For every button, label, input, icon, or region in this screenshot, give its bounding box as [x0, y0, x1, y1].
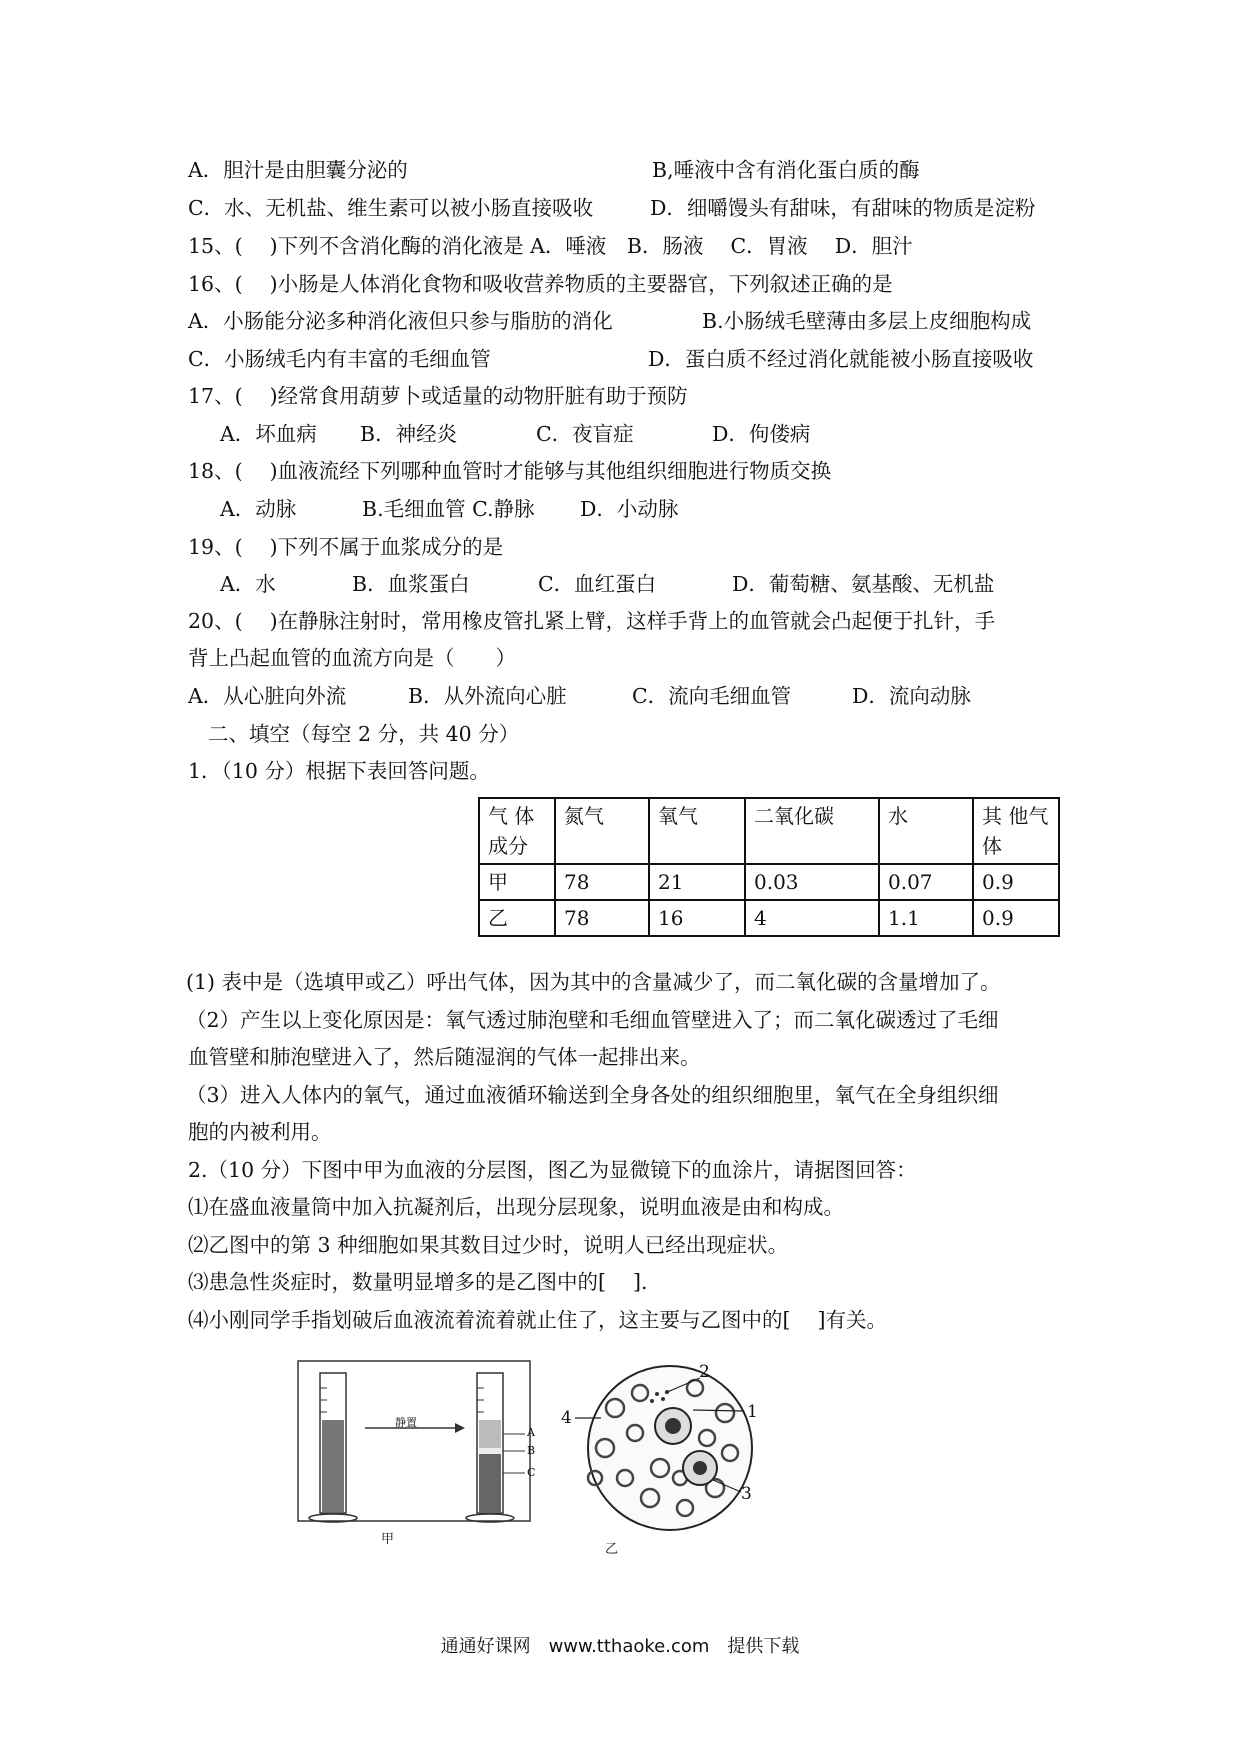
q20-option-c: C．流向毛细血管	[632, 684, 792, 708]
fill1-q3-line2: 胞的内被利用。	[188, 1120, 332, 1144]
table-cell: 1.1	[879, 900, 973, 936]
fill2-q3: ⑶患急性炎症时，数量明显增多的是乙图中的[ ].	[188, 1270, 648, 1294]
q16-option-a: A．小肠能分泌多种消化液但只参与脂肪的消化	[188, 309, 613, 333]
q18-option-a: A．动脉	[220, 497, 297, 521]
layer-label-c: C	[527, 1466, 536, 1479]
fill2-q4: ⑷小刚同学手指划破后血液流着流着就止住了，这主要与乙图中的[ ]有关。	[188, 1308, 888, 1332]
cell-label-4: 4	[561, 1408, 572, 1428]
fill1-intro: 1．（10 分）根据下表回答问题。	[188, 759, 490, 783]
blood-figure	[295, 1358, 955, 1558]
figure-jia-label: 甲	[381, 1532, 395, 1547]
q16-option-b: B.小肠绒毛壁薄由多层上皮细胞构成	[702, 309, 1032, 333]
table-cell: 甲	[479, 864, 555, 900]
q19-option-c: C．血红蛋白	[538, 572, 657, 596]
q18-option-d: D．小动脉	[580, 497, 679, 521]
table-cell: 78	[555, 864, 649, 900]
q17-option-c: C．夜盲症	[536, 422, 634, 446]
fill1-q2-line2: 血管壁和肺泡壁进入了，然后随湿润的气体一起排出来。	[188, 1045, 701, 1069]
q14-option-d: D．细嚼馒头有甜味，有甜味的物质是淀粉	[650, 196, 1036, 220]
q19-option-b: B．血浆蛋白	[352, 572, 470, 596]
cell-label-2: 2	[699, 1362, 710, 1382]
q18-stem: 18、( )血液流经下列哪种血管时才能够与其他组织细胞进行物质交换	[188, 459, 832, 483]
q16-option-c: C．小肠绒毛内有丰富的毛细血管	[188, 347, 491, 371]
table-header-cell: 氧气	[649, 798, 745, 864]
q20-option-b: B．从外流向心脏	[408, 684, 567, 708]
q14-option-c: C．水、无机盐、维生素可以被小肠直接吸收	[188, 196, 594, 220]
q19-option-d: D．葡萄糖、氨基酸、无机盐	[732, 572, 995, 596]
q17-option-d: D．佝偻病	[712, 422, 811, 446]
q19-stem: 19、( )下列不属于血浆成分的是	[188, 535, 504, 559]
q18-option-bc: B.毛细血管 C.静脉	[362, 497, 535, 521]
q17-option-a: A．坏血病	[220, 422, 317, 446]
q20-option-d: D．流向动脉	[852, 684, 971, 708]
q20-stem-2: 背上凸起血管的血流方向是（ ）	[188, 646, 516, 670]
table-cell: 0.07	[879, 864, 973, 900]
q20-stem-1: 20、( )在静脉注射时，常用橡皮管扎紧上臂，这样手背上的血管就会凸起便于扎针，手	[188, 609, 996, 633]
q19-option-a: A．水	[220, 572, 276, 596]
table-cell: 乙	[479, 900, 555, 936]
table-cell: 0.03	[745, 864, 879, 900]
layer-label-b: B	[527, 1444, 536, 1457]
table-cell: 16	[649, 900, 745, 936]
table-row	[479, 900, 1059, 936]
arrow-label: 静置	[395, 1416, 417, 1429]
cell-label-3: 3	[741, 1484, 752, 1504]
q15: 15、( )下列不含消化酶的消化液是 A．唾液 B．肠液 C．胃液 D．胆汁	[188, 234, 913, 258]
q17-option-b: B．神经炎	[360, 422, 458, 446]
table-cell: 4	[745, 900, 879, 936]
table-row	[479, 864, 1059, 900]
gas-composition-table	[478, 797, 1060, 937]
table-header-cell: 气 体成分	[479, 798, 555, 864]
q17-stem: 17、( )经常食用葫萝卜或适量的动物肝脏有助于预防	[188, 384, 688, 408]
fill2-q1: ⑴在盛血液量筒中加入抗凝剂后，出现分层现象，说明血液是由和构成。	[188, 1195, 844, 1219]
fill2-intro: 2.（10 分）下图中甲为血液的分层图，图乙为显微镜下的血涂片，请据图回答：	[188, 1158, 917, 1182]
table-header-row	[479, 798, 1059, 864]
table-cell: 78	[555, 900, 649, 936]
table-cell: 21	[649, 864, 745, 900]
q14-option-a: A．胆汁是由胆囊分泌的	[188, 158, 408, 182]
table-header-cell: 二氧化碳	[745, 798, 879, 864]
fill2-q2: ⑵乙图中的第 3 种细胞如果其数目过少时，说明人已经出现症状。	[188, 1233, 789, 1257]
layer-label-a: A	[527, 1426, 535, 1439]
q14-option-b: B,唾液中含有消化蛋白质的酶	[652, 158, 920, 182]
q16-option-d: D．蛋白质不经过消化就能被小肠直接吸收	[648, 347, 1034, 371]
figure-yi-label: 乙	[605, 1542, 619, 1557]
table-header-cell: 水	[879, 798, 973, 864]
fill1-q2-line1: （2）产生以上变化原因是：氧气透过肺泡壁和毛细血管壁进入了；而二氧化碳透过了毛细	[186, 1008, 999, 1032]
fill1-q3-line1: （3）进入人体内的氧气，通过血液循环输送到全身各处的组织细胞里，氧气在全身组织细	[186, 1083, 999, 1107]
q20-option-a: A．从心脏向外流	[188, 684, 347, 708]
cell-label-1: 1	[747, 1402, 758, 1422]
table-header-cell: 氮气	[555, 798, 649, 864]
q16-stem: 16、( )小肠是人体消化食物和吸收营养物质的主要器官，下列叙述正确的是	[188, 272, 893, 296]
fill1-q1: (1) 表中是（选填甲或乙）呼出气体，因为其中的含量减少了，而二氧化碳的含量增加了。	[186, 970, 1001, 994]
page-footer: 通通好课网 www.tthaoke.com 提供下载	[440, 1636, 800, 1657]
table-header-cell: 其 他气体	[973, 798, 1059, 864]
table-cell: 0.9	[973, 900, 1059, 936]
table-cell: 0.9	[973, 864, 1059, 900]
section-2-title: 二、填空（每空 2 分，共 40 分）	[208, 722, 520, 746]
